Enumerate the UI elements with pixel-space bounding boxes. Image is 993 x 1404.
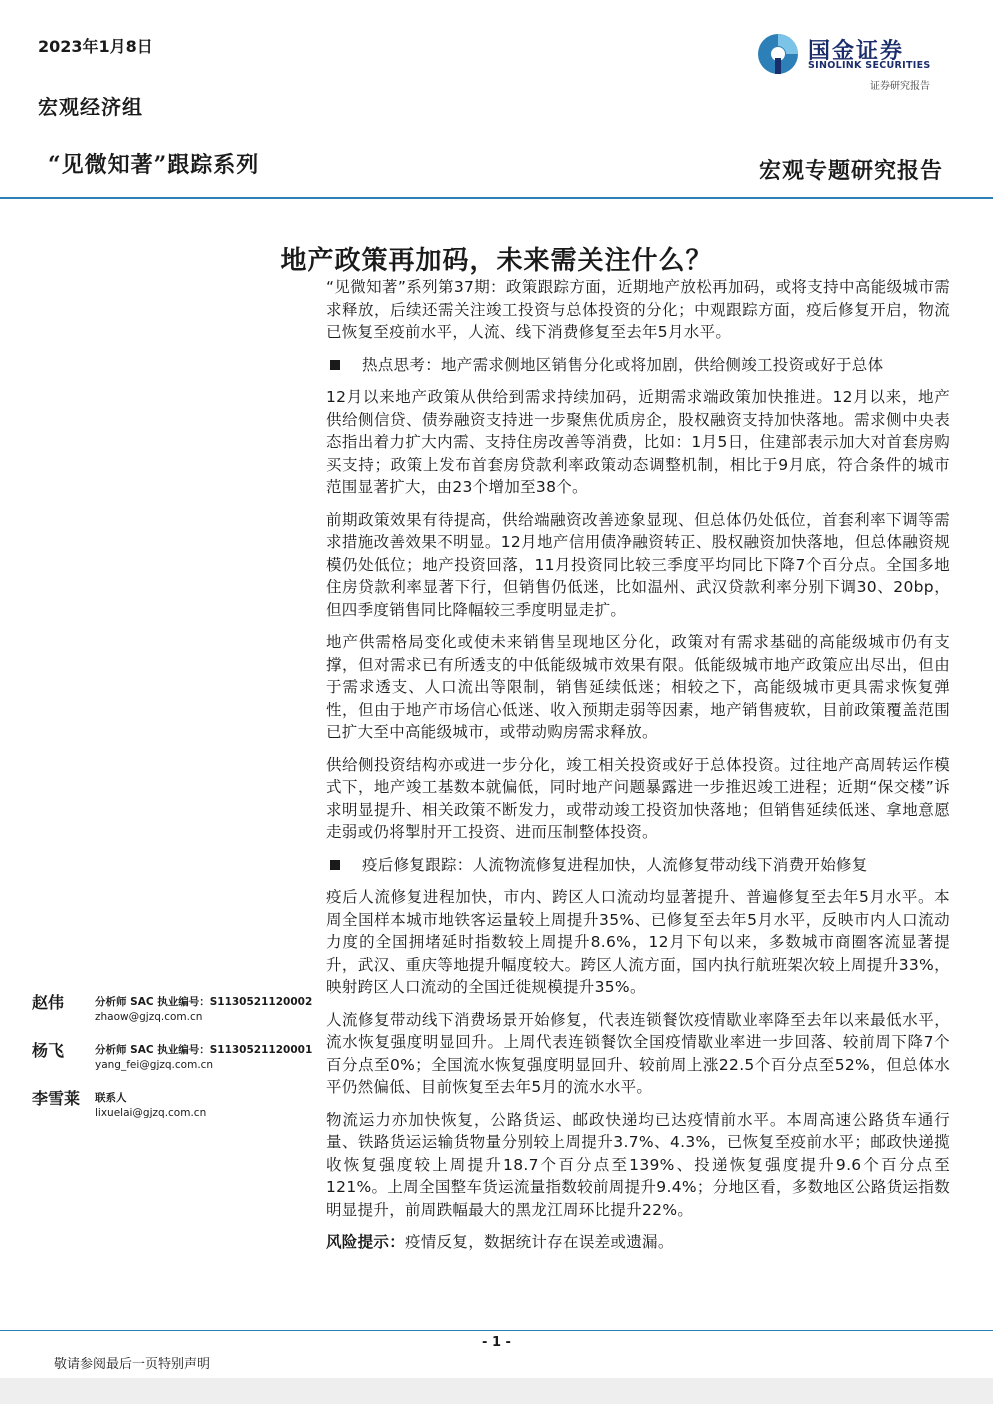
analyst-name: 杨飞 bbox=[32, 1041, 65, 1060]
report-body bbox=[326, 276, 950, 1264]
report-type: 宏观专题研究报告 bbox=[758, 158, 943, 184]
report-date: 2023年1月8日 bbox=[38, 37, 153, 56]
header-divider bbox=[0, 197, 993, 199]
analyst-role: 分析师 SAC 执业编号：S1130521120001 bbox=[95, 1044, 313, 1056]
footer-divider bbox=[0, 1330, 993, 1331]
analyst-email[interactable]: zhaow@gjzq.com.cn bbox=[95, 1011, 203, 1023]
body-paragraph: 疫后人流修复进程加快，市内、跨区人口流动均显著提升、普遍修复至去年5月水平。本周全国样本城市地铁客运量较上周提升35%、已修复至去年5月水平，反映市内人口流动力度的全国拥堵延时指数较上周提升8.6%，12月下旬以来，多数城市商圈客流显著提升，武汉、重庆等地提升幅度较大。跨区人流方面，国内执行航班架次较上周提升33%，映射跨区人口流动的全国迁徙规模提升35%。 bbox=[326, 888, 950, 996]
analyst-name: 赵伟 bbox=[32, 993, 65, 1012]
section-heading-hot-topic bbox=[326, 354, 950, 377]
risk-warning bbox=[326, 1231, 950, 1254]
section-title: 疫后修复跟踪：人流物流修复进程加快，人流修复带动线下消费开始修复 bbox=[362, 855, 868, 874]
report-title: 地产政策再加码，未来需关注什么？ bbox=[280, 246, 713, 276]
logo-english-name: SINOLINK SECURITIES bbox=[808, 60, 931, 71]
analyst-role: 联系人 bbox=[95, 1092, 127, 1104]
analyst-email[interactable]: lixuelai@gjzq.com.cn bbox=[95, 1107, 207, 1119]
series-name: “见微知著”跟踪系列 bbox=[48, 152, 260, 178]
risk-label: 风险提示： bbox=[326, 1233, 406, 1251]
bullet-square-icon bbox=[330, 360, 340, 370]
page-number: - 1 - bbox=[482, 1335, 511, 1350]
research-group: 宏观经济组 bbox=[38, 95, 143, 119]
bullet-square-icon bbox=[330, 860, 340, 870]
risk-text: 疫情反复，数据统计存在误差或遗漏。 bbox=[405, 1233, 674, 1251]
summary-paragraph: “见微知著”系列第37期：政策跟踪方面，近期地产放松再加码，或将支持中高能级城市需求释放，后续还需关注竣工投资与总体投资的分化；中观跟踪方面，疫后修复开启，物流已恢复至疫前水平，人流、线下消费修复至去年5月水平。 bbox=[326, 278, 950, 341]
body-paragraph: 地产供需格局变化或使未来销售呈现地区分化，政策对有需求基础的高能级城市仍有支撑，但对需求已有所透支的中低能级城市效果有限。低能级城市地产政策应出尽出，但由于需求透支、人口流出等限制，销售延续低迷；相较之下，高能级城市更具需求恢复弹性，但由于地产市场信心低迷、收入预期走弱等因素，地产销售疲软，目前政策覆盖范围已扩大至中高能级城市，或带动购房需求释放。 bbox=[326, 633, 950, 741]
disclaimer-note: 敬请参阅最后一页特别声明 bbox=[54, 1357, 211, 1372]
section-heading-recovery bbox=[326, 854, 950, 877]
analyst-email[interactable]: yang_fei@gjzq.com.cn bbox=[95, 1059, 214, 1071]
analyst-role: 分析师 SAC 执业编号：S1130521120002 bbox=[95, 996, 313, 1008]
body-paragraph: 前期政策效果有待提高，供给端融资改善迹象显现、但总体仍处低位，首套利率下调等需求措施改善效果不明显。12月地产信用债净融资转正、股权融资加快落地，但总体融资规模仍处低位；地产投资回落，11月投资同比较三季度平均同比下降7个百分点。全国多地住房贷款利率显著下行，但销售仍低迷，比如温州、武汉贷款利率分别下调30、20bp，但四季度销售同比降幅较三季度明显走扩。 bbox=[326, 510, 950, 619]
body-paragraph: 供给侧投资结构亦或进一步分化，竣工相关投资或好于总体投资。过往地产高周转运作模式下，地产竣工基数本就偏低，同时地产问题暴露进一步推迟竣工进程；近期“保交楼”诉求明显提升、相关政策不断发力，或带动竣工投资加快落地；但销售延续低迷、拿地意愿走弱或仍将掣肘开工投资、进而压制整体投资。 bbox=[326, 755, 950, 841]
body-paragraph: 物流运力亦加快恢复，公路货运、邮政快递均已达疫情前水平。本周高速公路货车通行量、铁路货运运输货物量分别较上周提升3.7%、4.3%，已恢复至疫前水平；邮政快递揽收恢复强度较上周提升18.7个百分点至139%、投递恢复强度提升9.6个百分点至121%。上周全国整车货运流量指数较前周提升9.4%；分地区看，多数地区公路货运指数明显提升，前周跌幅最大的黑龙江周环比提升22%。 bbox=[326, 1110, 950, 1219]
logo-name: 国金证券 bbox=[808, 39, 905, 64]
analyst-name: 李雪莱 bbox=[32, 1089, 81, 1108]
section-title: 热点思考：地产需求侧地区销售分化或将加剧，供给侧竣工投资或好于总体 bbox=[362, 355, 884, 374]
body-paragraph: 人流修复带动线下消费场景开始修复，代表连锁餐饮疫情歇业率降至去年以来最低水平，流水恢复强度明显回升。上周代表连锁餐饮全国疫情歇业率进一步回落、较前周下降7个百分点至0%；全国流水恢复强度明显回升、较前周上涨22.5个百分点至52%，但总体水平仍然偏低、目前恢复至去年5月的流水水平。 bbox=[326, 1010, 950, 1096]
report-category: 证券研究报告 bbox=[870, 81, 930, 92]
page-bottom-strip bbox=[0, 1378, 993, 1404]
body-paragraph: 12月以来地产政策从供给到需求持续加码，近期需求端政策加快推进。12月以来，地产供给侧信贷、债券融资支持进一步聚焦优质房企，股权融资支持加快落地。需求侧中央表态指出着力扩大内需、支持住房改善等消费，比如：1月5日，住建部表示加大对首套房购买支持；政策上发布首套房贷款利率政策动态调整机制，相比于9月底，符合条件的城市范围显著扩大，由23个增加至38个。 bbox=[326, 388, 950, 496]
